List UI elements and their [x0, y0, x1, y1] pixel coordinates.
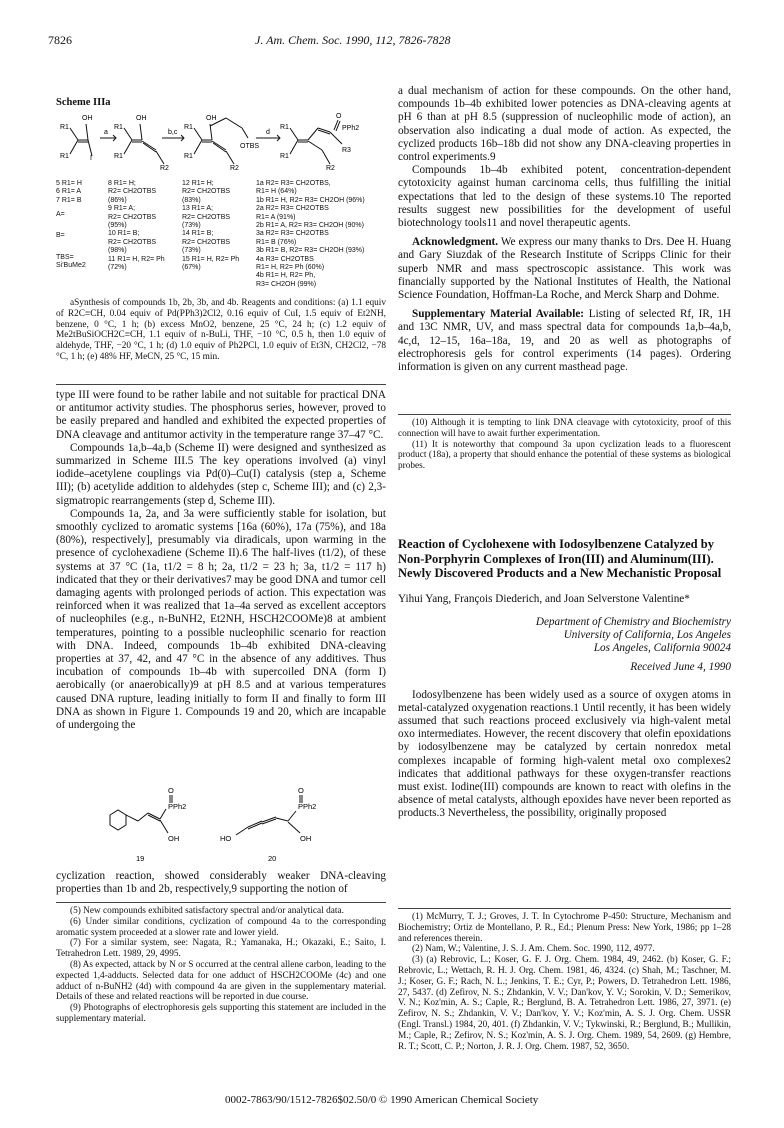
scheme-col2: 8 R1= H; R2= CH2OTBS (86%) 9 R1= A; R2= CH2OTBS (95%) 10 R1= B; R2= CH2OTBS (98%) 11 R1= H, R2= Ph (72%) — [108, 180, 165, 272]
svg-text:OH: OH — [136, 115, 147, 122]
scheme-structures — [56, 108, 386, 178]
scheme-title: Scheme IIIa — [56, 97, 111, 108]
svg-text:OH: OH — [206, 115, 217, 122]
svg-text:R1: R1 — [114, 153, 123, 160]
svg-text:OTBS: OTBS — [240, 143, 260, 150]
svg-text:HO: HO — [220, 834, 232, 843]
svg-text:PPh2: PPh2 — [298, 802, 317, 811]
copyright-footer: 0002-7863/90/1512-7826$02.50/0 © 1990 American Chemical Society — [225, 1094, 539, 1106]
svg-text:R1: R1 — [280, 153, 289, 160]
svg-text:OH: OH — [300, 834, 312, 843]
svg-text:O: O — [298, 787, 304, 795]
svg-text:R1: R1 — [184, 124, 193, 131]
svg-text:d: d — [266, 129, 270, 136]
svg-text:R3: R3 — [342, 147, 351, 154]
page-number: 7826 — [48, 33, 72, 47]
scheme-footnote: aSynthesis of compounds 1b, 2b, 3b, and 4b. Reagents and conditions: (a) 1.1 equiv of R2C≡CH, 0.04 equiv of Pd(PPh3)2Cl2, 0.16 equiv of CuI, 1.5 equiv of Et2NH, benzene, 0 °C, 1 h; (b) excess MnO2, benzene, 25 °C, 24 h; (c) 1.2 equiv of Me2tBuSiOCH2C≡CH, 1.1 equiv of n-BuLi, THF, −10 °C, 0.5 h, then 1.0 equiv of aldehyde, THF, −20 °C, 1 h; (d) 1.0 equiv of Ph2PCl, 1.0 equiv of Et3N, CH2Cl2, −78 °C, 1 h; (e) 48% HF, MeCN, 25 °C, 15 min. — [56, 298, 386, 362]
left-column-body-end: cyclization reaction, showed considerably weaker DNA-cleaving properties than 1b and 2b, respectively,9 supporting the notion of — [56, 870, 386, 896]
divider — [398, 908, 731, 909]
scheme-col4: 1a R2= R3= CH2OTBS, R1= H (64%) 1b R1= H, R2= R3= CH2OH (96%) 2a R2= R3= CH2OTBS R1= A (91%) 2b R1= A, R2= R3= CH2OH (90%) 3a R2= R3= CH2OTBS R1= B (76%) 3b R1= B, R2= R3= CH2OH (93%) 4a R3= CH2OTBS R1= H, R2= Ph (60%) 4b R1= H, R2= Ph, R3= CH2OH (99%) — [256, 180, 365, 288]
journal-header: J. Am. Chem. Soc. 1990, 112, 7826-7828 — [255, 33, 451, 47]
svg-text:OH: OH — [168, 834, 180, 843]
svg-text:R1: R1 — [114, 124, 123, 131]
svg-text:I: I — [90, 155, 92, 162]
svg-text:a: a — [104, 129, 108, 136]
svg-text:R1: R1 — [280, 124, 289, 131]
svg-text:R1: R1 — [60, 153, 69, 160]
svg-text:R2: R2 — [230, 165, 239, 172]
svg-text:PPh2: PPh2 — [168, 802, 187, 811]
right-column-body: a dual mechanism of action for these compounds. On the other hand, compounds 1b–4b exhibited lower potencies as DNA-cleaving agents at pH 6 than at pH 8.5 (suppression of nucleophilic mode of action), an observation also indicating a dual mode of action. As expected, the cyclized products 16b–18b did not show any DNA-cleaving properties in control experiments.9 Compounds 1b–4b exhibited potent, concentration-dependent cytotoxicity against human carcinoma cells, thus fulfilling the initial expectations that led to the design of these systems.10 The reported results suggest new possibilities for the development of useful biotechnology tools11 and novel therapeutic agents. Acknowledgment. We express our many thanks to Drs. Dee H. Huang and Gary Siuzdak of the Research Institute of Scripps Clinic for their superb NMR and mass spectroscopic assistance. This work was financially supported by the National Institutes of Health, the National Science Foundation, Hoffman-La Roche, and Merck Sharp and Dohme. Supplementary Material Available: Listing of selected Rf, IR, 1H and 13C NMR, UV, and mass spectral data for compounds 1a,b–4a,b, 4c,d, 12–15, 16a–18a, 19, and 20 as well as photographs of electrophoresis gels for control experiments (14 pages). Ordering information is given on any current masthead page. — [398, 85, 732, 374]
svg-text:b,c: b,c — [168, 129, 178, 136]
right-footnotes-2: (1) McMurry, T. J.; Groves, J. T. In Cytochrome P-450: Structure, Mechanism and Biochemistry; Ortiz de Montellano, P. R., Ed.; Plenum Press: New York, 1986; pp 1–28 and references therein. (2) Nam, W.; Valentine, J. S. J. Am. Chem. Soc. 1990, 112, 4977. (3) (a) Rebrovic, L.; Koser, G. F. J. Org. Chem. 1984, 49, 2462. (b) Koser, G. F.; Rebrovic, L.; Wettach, R. H. J. Org. Chem. 1981, 46, 4324. (c) Shah, M.; Taschner, M. J.; Koser, G. F.; Rach, N. L.; Jenkins, T. E.; Cyr, P.; Powers, D. Tetrahedron Lett. 1986, 27, 5437. (d) Zefirov, N. S.; Zhdankin, V. V.; Dan'kov, Y. V.; Sorokin, V. D.; Semerikov, V. N.; Koz'min, A. S.; Caple, R.; Berglund, B. A. Tetrahedron Lett. 1986, 27, 3971. (e) Zefirov, N. S.; Zhdankin, V. V.; Dan'kov, Y. V.; Koz'min, A. S. J. Org. Chem. USSR (Engl. Transl.) 1984, 20, 401. (f) Zhdankin, V. V.; Tykwinski, R.; Berglund, B.; Mullikin, M.; Caple, R.; Zefirov, N. S.; Koz'min, A. S. J. Org. Chem. 1989, 54, 2609. (g) Hembre, R. T.; Scott, C. P.; Norton, J. R. J. Org. Chem. 1987, 52, 3650. — [398, 912, 731, 1052]
svg-text:R1: R1 — [60, 124, 69, 131]
right-footnotes-1: (10) Although it is tempting to link DNA cleavage with cytotoxicity, proof of this connection will have to await further experimentation. (11) It is noteworthy that compound 3a upon cyclization leads to a fluorescent product (18a), a property that should enhance the potential of these systems as biological probes. — [398, 418, 731, 472]
scheme-figure — [56, 108, 386, 298]
divider — [56, 384, 386, 385]
left-column-body: type III were found to be rather labile and not suitable for practical DNA or antitumor activity studies. The phosphorus series, however, proved to be easily prepared and handled and exhibited the expected properties of DNA cleavage and antitumor activity in the temperature range 37–47 °C. Compounds 1a,b–4a,b (Scheme II) were designed and synthesized as summarized in Scheme III.5 The key operations involved (a) vinyl iodide–acetylene couplings via Pd(0)–Cu(I) catalysis (step a, Scheme III); (b) acetylide addition to aldehydes (step c, Scheme III); and (c) 2,3-sigmatropic rearrangements (step d, Scheme III). Compounds 1a, 2a, and 3a were sufficiently stable for isolation, but smoothly cyclized to aromatic systems [16a (60%), 17a (75%), and 18a (80%), respectively], presumably via diradicals, upon warming in the presence of cyclohexadiene (Scheme II).6 The half-lives (t1/2), of these systems at 37 °C (1a, t1/2 = 8 h; 2a, t1/2 = 23 h; 3a, t1/2 = 117 h) indicated that they or their derivatives7 may be good DNA and tumor cell damaging agents with prolonged periods of action. This expectation was reinforced when it was realized that 1a–4a served as excellent acceptors of nucleophiles (e.g., n-BuNH2, Et2NH, HSCH2COOMe)8 at ambient temperatures, pointing to a possible nucleophilic scenario for reaction with DNA. Indeed, compounds 1b–4b exhibited DNA-cleaving properties at 37, 42, and 47 °C in the absence of any additives. Thus incubation of compounds 1b–4b with supercoiled DNA (form I) aerobically (or anaerobically)9 at pH 8.5 and at various temperatures caused DNA rupture, leading initially to form II and finally to form III DNA as shown in Figure 1. Compounds 19 and 20, which are incapable of undergoing the — [56, 389, 386, 732]
affiliation-univ: University of California, Los Angeles — [563, 628, 731, 641]
svg-text:O: O — [336, 113, 342, 120]
svg-text:R2: R2 — [160, 165, 169, 172]
received-date: Received June 4, 1990 — [630, 661, 731, 674]
svg-text:OH: OH — [82, 115, 93, 122]
scheme-col1: 5 R1= H 6 R1= A 7 R1= B A= B= TBS= Si'BuMe2 — [56, 180, 86, 270]
article-title: Reaction of Cyclohexene with Iodosylbenzene Catalyzed by Non-Porphyrin Complexes of Iron(III) and Aluminum(III). Newly Discovered Products and a New Mechanistic Proposal — [398, 537, 722, 580]
affiliation-city: Los Angeles, California 90024 — [593, 642, 731, 655]
authors: Yihui Yang, François Diederich, and Joan Selverstone Valentine* — [398, 592, 690, 605]
structures-19-20 — [56, 787, 386, 867]
svg-text:R2: R2 — [326, 165, 335, 172]
affiliation-dept: Department of Chemistry and Biochemistry — [535, 615, 731, 628]
svg-text:PPh2: PPh2 — [342, 125, 360, 132]
scheme-col3: 12 R1= H; R2= CH2OTBS (83%) 13 R1= A; R2= CH2OTBS (73%) 14 R1= B; R2= CH2OTBS (73%) 15 R1= H, R2= Ph (67%) — [182, 180, 240, 272]
divider — [398, 414, 731, 415]
left-footnotes: (5) New compounds exhibited satisfactory spectral and/or analytical data. (6) Under similar conditions, cyclization of compound 4a to the corresponding aromatic system proceeded at a slower rate and lower yield. (7) For a similar system, see: Nagata, R.; Yamanaka, H.; Okazaki, E.; Saito, I. Tetrahedron Lett. 1989, 29, 4995. (8) As expected, attack by N or S occurred at the central allene carbon, leading to the expected 1,4-adducts. Selected data for one adduct of HSCH2COOMe (4c) and one adduct of n-BuNH2 (4d) with compound 4a are given in the supplementary material. Details of these and related reactions will be reported in due course. (9) Photographs of electrophoresis gels supporting this statement are included in the supplementary material. — [56, 906, 386, 1024]
svg-text:R1: R1 — [184, 153, 193, 160]
svg-text:19: 19 — [136, 854, 145, 863]
divider — [56, 902, 386, 903]
article-body: Iodosylbenzene has been widely used as a source of oxygen atoms in metal-catalyzed oxygenation reactions.1 Until recently, it has been widely assumed that such reactions proceed exclusively via high-valent metal oxo intermediates. However, the recent discovery that olefin epoxidations by iodosylbenzene may be catalyzed by certain nonredox metal complexes incapable of forming high-valent metal oxo complexes2 indicates that additional pathways for these oxygen-transfer reactions must exist. Iodine(III) compounds are known to react with olefins in the absence of metal catalysts, although epoxides have never been reported as products.3 Nevertheless, the possibility, originally proposed — [398, 688, 731, 820]
svg-text:20: 20 — [268, 854, 277, 863]
new-article — [398, 537, 731, 821]
svg-text:O: O — [168, 787, 174, 795]
